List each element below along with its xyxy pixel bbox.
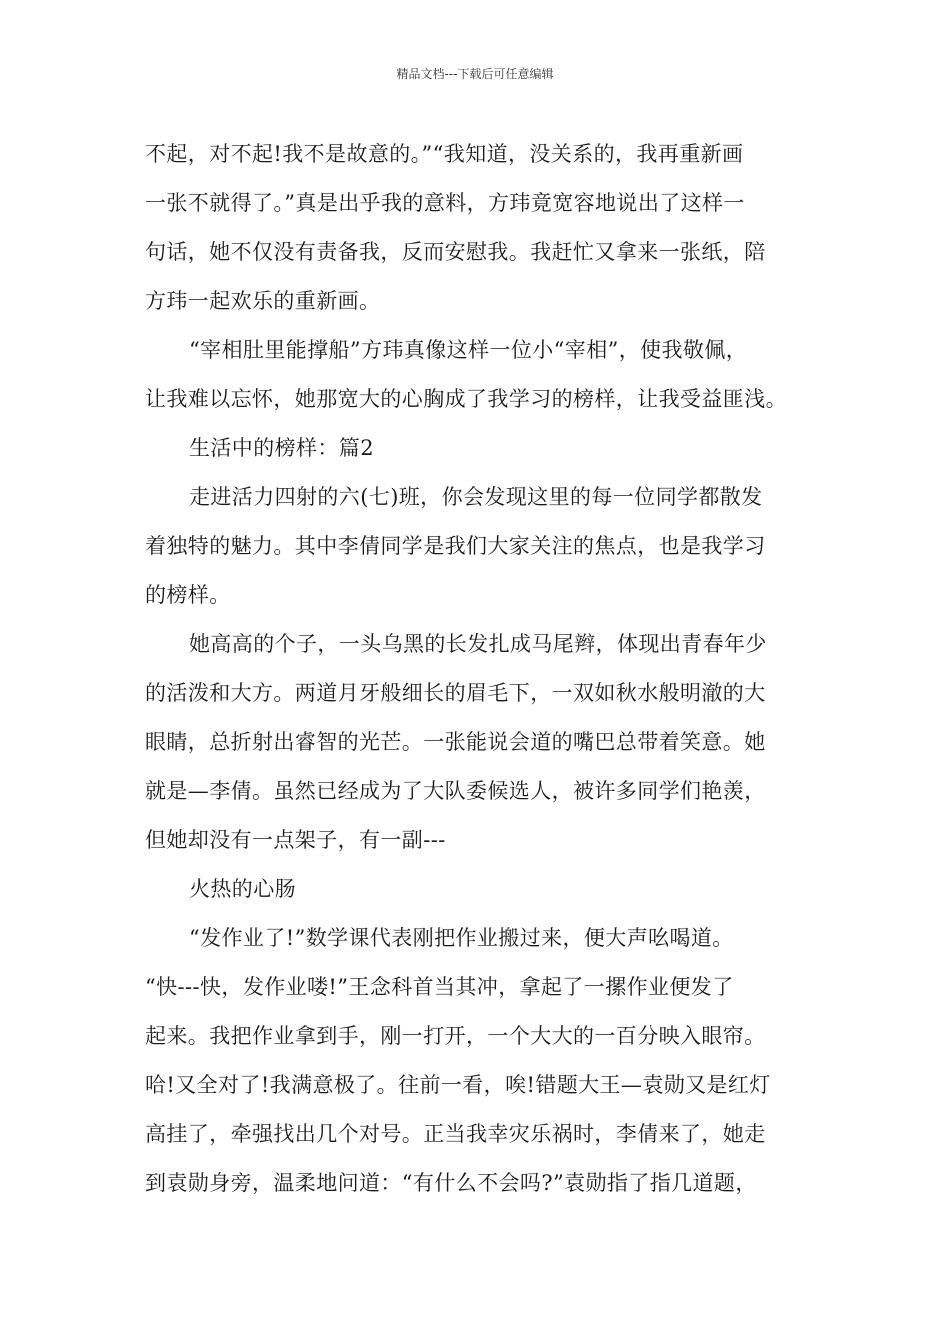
text-line: 到袁勋身旁，温柔地问道：“有什么不会吗?”袁勋指了指几道题， (145, 1171, 757, 1195)
text-line: “宰相肚里能撑船”方玮真像这样一位小“宰相”，使我敬佩， (189, 338, 748, 362)
text-line: 着独特的魅力。其中李倩同学是我们大家关注的焦点，也是我学习 (145, 534, 766, 558)
text-line: 一张不就得了。”真是出乎我的意料，方玮竟宽容地说出了这样一 (145, 191, 745, 215)
text-line: 火热的心肠 (189, 877, 296, 901)
text-line: 不起，对不起!我不是故意的。”“我知道，没关系的，我再重新画 (145, 142, 744, 166)
document-body (145, 130, 810, 1208)
text-line: 起来。我把作业拿到手，刚一打开，一个大大的一百分映入眼帘。 (145, 1024, 766, 1048)
text-line: 方玮一起欢乐的重新画。 (145, 289, 381, 313)
text-line: 让我难以忘怀，她那宽大的心胸成了我学习的榜样，让我受益匪浅。 (145, 387, 787, 411)
text-line: 句话，她不仅没有责备我，反而安慰我。我赶忙又拿来一张纸，陪 (145, 240, 766, 264)
text-line: 高挂了，牵强找出几个对号。正当我幸灾乐祸时，李倩来了，她走 (145, 1122, 766, 1146)
page-header: 精品文档---下载后可任意编辑 (396, 67, 554, 81)
text-line: “发作业了!”数学课代表刚把作业搬过来，便大声吆喝道。 (189, 926, 734, 950)
text-line: 生活中的榜样：篇2 (189, 436, 374, 460)
text-line: 但她却没有一点架子，有一副--- (145, 828, 446, 852)
text-line: 她高高的个子，一头乌黑的长发扎成马尾辫，体现出青春年少 (189, 632, 767, 656)
text-line: “快---快，发作业喽!”王念科首当其冲，拿起了一摞作业便发了 (145, 975, 734, 999)
text-line: 哈!又全对了!我满意极了。往前一看，唉!错题大王—袁勋又是红灯 (145, 1073, 771, 1097)
text-line: 的榜样。 (145, 583, 231, 607)
text-line: 眼睛，总折射出睿智的光芒。一张能说会道的嘴巴总带着笑意。她 (145, 730, 766, 754)
text-line: 的活泼和大方。两道月牙般细长的眉毛下，一双如秋水般明澈的大 (145, 681, 766, 705)
text-line: 就是—李倩。虽然已经成为了大队委候选人，被许多同学们艳羡， (145, 779, 766, 803)
text-line: 走进活力四射的六(七)班，你会发现这里的每一位同学都散发 (189, 485, 763, 509)
